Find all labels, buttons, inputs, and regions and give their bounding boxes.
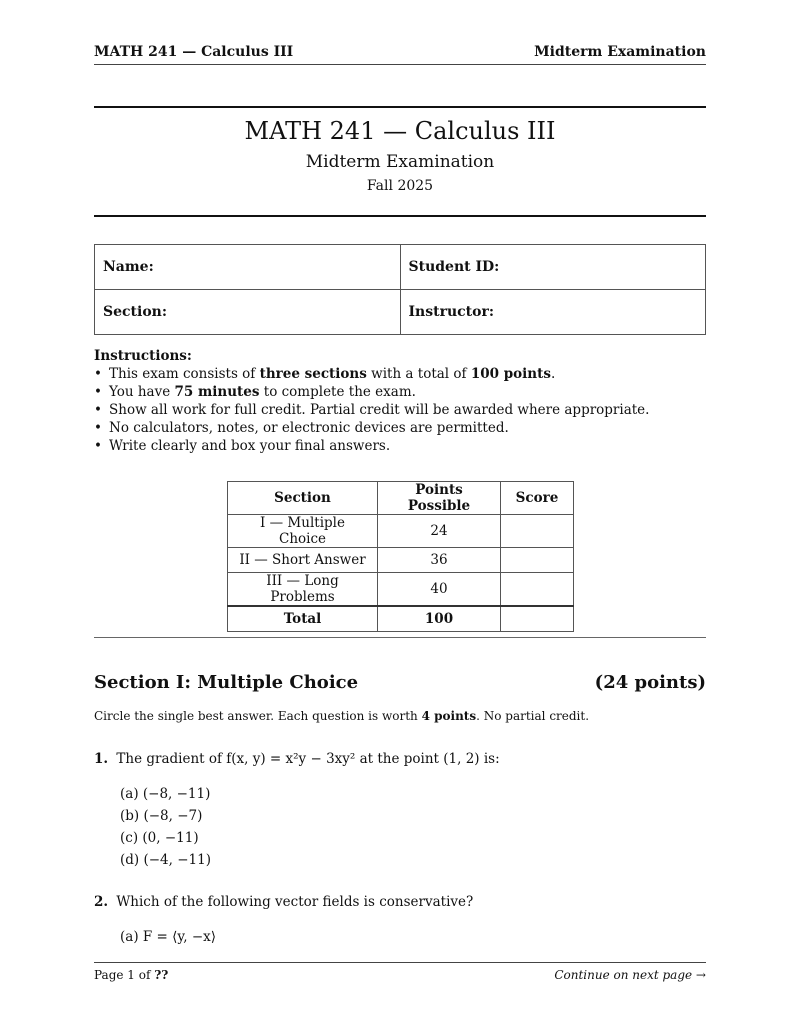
question-text: The gradient of f(x, y) = x²y − 3xy² at the point (1, 2) is: — [116, 751, 500, 767]
exam-term: Fall 2025 — [366, 177, 434, 194]
section-note: Circle the single best answer. Each question is worth 4 points. No partial credit. — [94, 709, 590, 723]
section-heading — [94, 672, 706, 693]
instructions — [94, 347, 649, 455]
score-table — [227, 481, 574, 632]
question-number: 1. — [94, 751, 109, 767]
question-1-options — [120, 783, 211, 871]
score-table-header: Points Possible — [378, 482, 501, 515]
score-cell[interactable] — [501, 548, 574, 573]
running-header-left: MATH 241 — Calculus III — [94, 44, 294, 60]
section-divider — [94, 637, 706, 638]
instruction-item: • No calculators, notes, or electronic devices are permitted. — [94, 419, 649, 437]
question-2 — [94, 894, 473, 910]
answer-option[interactable]: (c) (0, −11) — [120, 830, 199, 846]
question-2-options — [120, 926, 216, 948]
answer-option[interactable]: (b) (−8, −7) — [120, 808, 203, 824]
section-points: (24 points) — [594, 672, 706, 693]
instruction-item: • You have 75 minutes to complete the exam. — [94, 383, 649, 401]
title-block — [94, 117, 706, 194]
continue-note: Continue on next page → — [554, 968, 706, 982]
score-cell[interactable] — [501, 515, 574, 548]
answer-option[interactable]: (a) (−8, −11) — [120, 786, 211, 802]
instructions-list — [94, 365, 649, 455]
instructions-heading: Instructions: — [94, 348, 192, 364]
total-row: Total 100 — [228, 606, 574, 632]
page-number: Page 1 of ?? — [94, 968, 169, 982]
table-row: III — Long Problems 40 — [228, 573, 574, 607]
question-number: 2. — [94, 894, 109, 910]
score-table-header: Score — [501, 482, 574, 515]
student-info-table — [94, 244, 706, 335]
running-header — [94, 44, 706, 65]
score-cell[interactable] — [501, 606, 574, 632]
page-footer — [94, 968, 706, 982]
instructor-field[interactable]: Instructor: — [400, 290, 706, 335]
instruction-item: • This exam consists of three sections with a total of 100 points. — [94, 365, 649, 383]
table-row: I — Multiple Choice 24 — [228, 515, 574, 548]
answer-option[interactable]: (d) (−4, −11) — [120, 852, 211, 868]
question-1 — [94, 751, 500, 767]
section-field[interactable]: Section: — [95, 290, 401, 335]
title-bottom-rule — [94, 215, 706, 217]
instruction-item: • Show all work for full credit. Partial credit will be awarded where appropriate. — [94, 401, 649, 419]
title-top-rule — [94, 106, 706, 108]
score-cell[interactable] — [501, 573, 574, 607]
exam-subtitle: Midterm Examination — [305, 151, 495, 172]
instruction-item: • Write clearly and box your final answers. — [94, 437, 649, 455]
name-field[interactable]: Name: — [95, 245, 401, 290]
student-id-field[interactable]: Student ID: — [400, 245, 706, 290]
running-header-right: Midterm Examination — [534, 44, 706, 60]
section-title: Section I: Multiple Choice — [94, 672, 359, 693]
exam-title: MATH 241 — Calculus III — [244, 117, 556, 145]
footer-rule — [94, 962, 706, 963]
question-text: Which of the following vector fields is conservative? — [116, 894, 474, 910]
table-row: II — Short Answer 36 — [228, 548, 574, 573]
score-table-header: Section — [228, 482, 378, 515]
answer-option[interactable]: (a) F = ⟨y, −x⟩ — [120, 929, 217, 945]
